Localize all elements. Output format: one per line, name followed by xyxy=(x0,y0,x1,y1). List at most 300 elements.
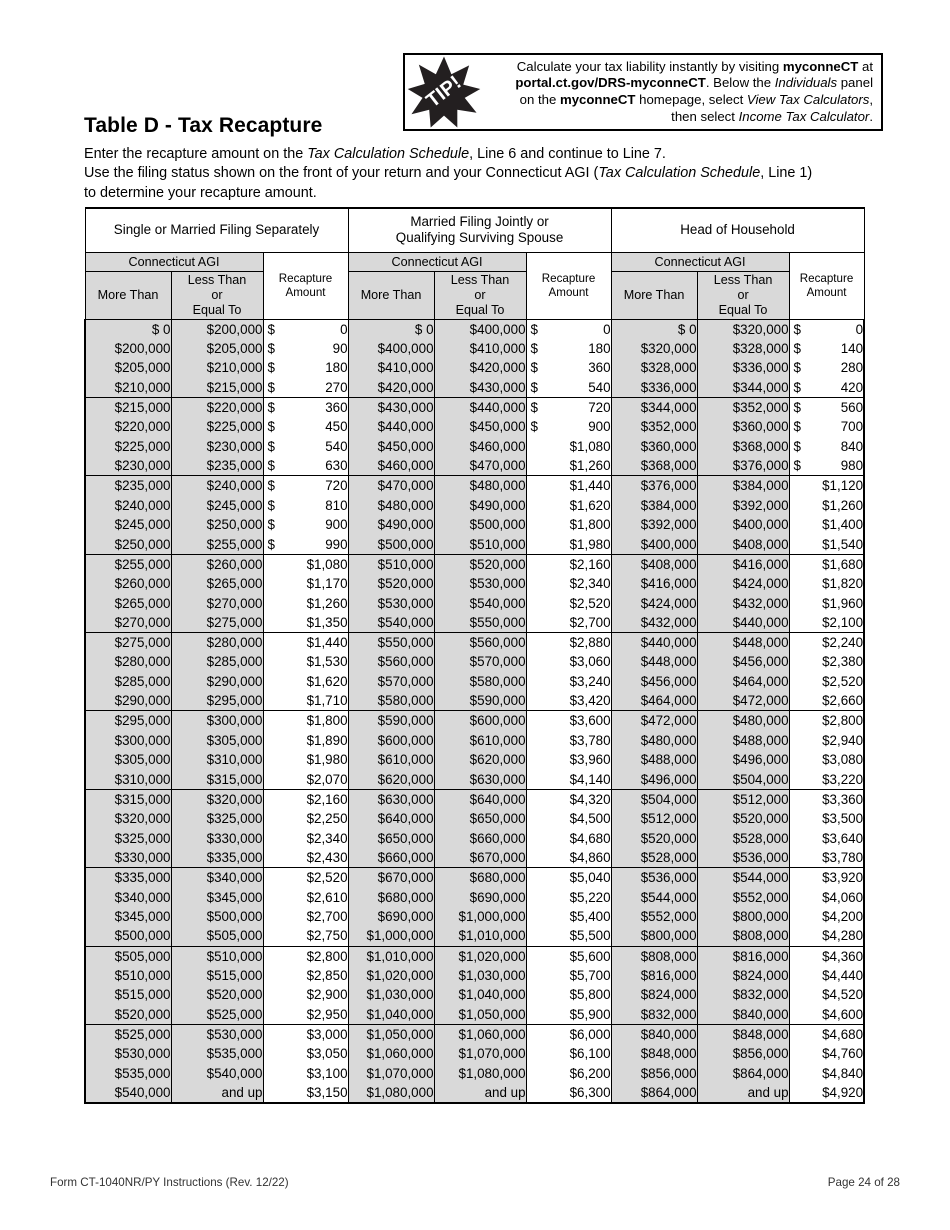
cell-mfj-less-than-equal: $610,000 xyxy=(434,730,526,750)
cell-hoh-more-than: $480,000 xyxy=(611,730,697,750)
cell-mfj-recapture: $1,800 xyxy=(526,515,611,535)
cell-hoh-more-than: $336,000 xyxy=(611,378,697,398)
cell-hoh-less-than-equal: $472,000 xyxy=(697,691,789,711)
cell-single-more-than: $515,000 xyxy=(85,985,171,1005)
tip-line3-c: homepage, select xyxy=(635,92,747,107)
cell-hoh-less-than-equal: $864,000 xyxy=(697,1064,789,1084)
cell-single-more-than: $235,000 xyxy=(85,476,171,496)
cell-mfj-less-than-equal: $660,000 xyxy=(434,828,526,848)
cell-mfj-less-than-equal: $600,000 xyxy=(434,711,526,731)
cell-mfj-less-than-equal: $540,000 xyxy=(434,593,526,613)
footer-page-number: Page 24 of 28 xyxy=(827,1176,900,1189)
cell-single-less-than-equal: $255,000 xyxy=(171,535,263,555)
cell-hoh-more-than: $840,000 xyxy=(611,1024,697,1044)
cell-hoh-recapture: $ 280 xyxy=(789,358,864,378)
tip-callout-box xyxy=(403,53,883,131)
cell-mfj-more-than: $1,070,000 xyxy=(348,1064,434,1084)
cell-hoh-less-than-equal: $816,000 xyxy=(697,946,789,966)
cell-single-less-than-equal: $225,000 xyxy=(171,417,263,437)
cell-mfj-less-than-equal: $690,000 xyxy=(434,887,526,907)
cell-single-recapture: $ 990 xyxy=(263,535,348,555)
cell-hoh-less-than-equal: $808,000 xyxy=(697,926,789,946)
cell-hoh-less-than-equal: $528,000 xyxy=(697,828,789,848)
cell-mfj-more-than: $610,000 xyxy=(348,750,434,770)
recapture-header-hoh xyxy=(789,252,864,319)
cell-hoh-less-than-equal: $440,000 xyxy=(697,613,789,633)
recapture-hoh-line2: Amount xyxy=(806,285,847,299)
recapture-header-mfj xyxy=(526,252,611,319)
cell-single-more-than: $265,000 xyxy=(85,593,171,613)
lte-mfj-l3: Equal To xyxy=(455,302,505,317)
cell-mfj-less-than-equal: $590,000 xyxy=(434,691,526,711)
cell-mfj-recapture: $ 900 xyxy=(526,417,611,437)
cell-mfj-less-than-equal: $510,000 xyxy=(434,535,526,555)
cell-mfj-more-than: $620,000 xyxy=(348,770,434,790)
cell-hoh-recapture: $2,520 xyxy=(789,672,864,692)
cell-mfj-recapture: $ 360 xyxy=(526,358,611,378)
cell-mfj-recapture: $3,420 xyxy=(526,691,611,711)
cell-single-recapture: $ 630 xyxy=(263,456,348,476)
cell-single-less-than-equal: $305,000 xyxy=(171,730,263,750)
cell-hoh-recapture: $ 420 xyxy=(789,378,864,398)
cell-single-less-than-equal: $290,000 xyxy=(171,672,263,692)
cell-hoh-more-than: $824,000 xyxy=(611,985,697,1005)
cell-mfj-less-than-equal: $620,000 xyxy=(434,750,526,770)
cell-mfj-recapture: $3,240 xyxy=(526,672,611,692)
range-subheader-row xyxy=(85,271,864,319)
cell-mfj-less-than-equal: $470,000 xyxy=(434,456,526,476)
cell-mfj-more-than: $1,040,000 xyxy=(348,1005,434,1025)
cell-hoh-more-than: $456,000 xyxy=(611,672,697,692)
cell-hoh-less-than-equal: $488,000 xyxy=(697,730,789,750)
table-row xyxy=(85,319,864,339)
cell-mfj-less-than-equal: $460,000 xyxy=(434,437,526,457)
cell-mfj-recapture: $3,780 xyxy=(526,730,611,750)
cell-hoh-recapture: $ 980 xyxy=(789,456,864,476)
cell-mfj-recapture: $6,300 xyxy=(526,1083,611,1103)
cell-single-more-than: $250,000 xyxy=(85,535,171,555)
table-row xyxy=(85,672,864,692)
cell-mfj-more-than: $450,000 xyxy=(348,437,434,457)
cell-mfj-more-than: $440,000 xyxy=(348,417,434,437)
tip-line1-c: at xyxy=(858,58,873,74)
cell-hoh-more-than: $544,000 xyxy=(611,887,697,907)
cell-hoh-less-than-equal: $464,000 xyxy=(697,672,789,692)
cell-single-recapture: $ 810 xyxy=(263,495,348,515)
cell-single-more-than: $260,000 xyxy=(85,574,171,594)
cell-mfj-more-than: $1,060,000 xyxy=(348,1044,434,1064)
cell-hoh-more-than: $344,000 xyxy=(611,397,697,417)
cell-mfj-less-than-equal: $550,000 xyxy=(434,613,526,633)
cell-single-more-than: $310,000 xyxy=(85,770,171,790)
cell-mfj-more-than: $1,020,000 xyxy=(348,966,434,986)
cell-mfj-more-than: $660,000 xyxy=(348,848,434,868)
recapture-hoh-line1: Recapture xyxy=(799,271,854,285)
less-than-hoh xyxy=(697,271,789,319)
cell-single-more-than: $505,000 xyxy=(85,946,171,966)
intro-text xyxy=(84,145,874,203)
recapture-single-line2: Amount xyxy=(285,285,326,299)
cell-single-more-than: $500,000 xyxy=(85,926,171,946)
cell-single-recapture: $1,800 xyxy=(263,711,348,731)
cell-mfj-recapture: $2,700 xyxy=(526,613,611,633)
cell-single-less-than-equal: $320,000 xyxy=(171,789,263,809)
cell-single-recapture: $1,440 xyxy=(263,633,348,653)
lte-single-l3: Equal To xyxy=(192,302,242,317)
tip-line2-url: portal.ct.gov/DRS-myconneCT xyxy=(515,75,706,91)
cell-hoh-less-than-equal: $320,000 xyxy=(697,319,789,339)
cell-mfj-more-than: $600,000 xyxy=(348,730,434,750)
cell-single-more-than: $330,000 xyxy=(85,848,171,868)
table-row xyxy=(85,1005,864,1025)
cell-single-recapture: $2,160 xyxy=(263,789,348,809)
cell-single-less-than-equal: $215,000 xyxy=(171,378,263,398)
cell-hoh-recapture: $3,220 xyxy=(789,770,864,790)
cell-mfj-recapture: $ 720 xyxy=(526,397,611,417)
cell-single-more-than: $240,000 xyxy=(85,495,171,515)
cell-single-more-than: $530,000 xyxy=(85,1044,171,1064)
tip-line3-e: , xyxy=(869,92,873,107)
cell-hoh-recapture: $2,660 xyxy=(789,691,864,711)
cell-single-recapture: $2,700 xyxy=(263,907,348,927)
cell-single-less-than-equal: $330,000 xyxy=(171,828,263,848)
cell-mfj-less-than-equal: $570,000 xyxy=(434,652,526,672)
cell-single-recapture: $1,080 xyxy=(263,554,348,574)
cell-hoh-less-than-equal: $512,000 xyxy=(697,789,789,809)
cell-hoh-more-than: $816,000 xyxy=(611,966,697,986)
lte-single-l1: Less Than xyxy=(187,272,247,287)
cell-mfj-recapture: $2,340 xyxy=(526,574,611,594)
cell-single-less-than-equal: $240,000 xyxy=(171,476,263,496)
cell-hoh-less-than-equal: $800,000 xyxy=(697,907,789,927)
cell-single-less-than-equal: $300,000 xyxy=(171,711,263,731)
recapture-mfj-line2: Amount xyxy=(548,285,589,299)
table-row xyxy=(85,535,864,555)
cell-hoh-more-than: $848,000 xyxy=(611,1044,697,1064)
cell-hoh-more-than: $400,000 xyxy=(611,535,697,555)
cell-single-more-than: $325,000 xyxy=(85,828,171,848)
cell-single-less-than-equal: $310,000 xyxy=(171,750,263,770)
cell-hoh-recapture: $ 560 xyxy=(789,397,864,417)
cell-hoh-less-than-equal: $432,000 xyxy=(697,593,789,613)
cell-hoh-more-than: $448,000 xyxy=(611,652,697,672)
footer-form-id: Form CT-1040NR/PY Instructions (Rev. 12/22) xyxy=(50,1176,289,1189)
cell-hoh-more-than: $384,000 xyxy=(611,495,697,515)
intro-line-3: to determine your recapture amount. xyxy=(84,184,317,201)
table-row xyxy=(85,966,864,986)
cell-hoh-more-than: $864,000 xyxy=(611,1083,697,1103)
cell-single-more-than: $305,000 xyxy=(85,750,171,770)
more-than-hoh: More Than xyxy=(611,271,697,319)
cell-hoh-less-than-equal: $360,000 xyxy=(697,417,789,437)
cell-mfj-recapture: $5,600 xyxy=(526,946,611,966)
cell-mfj-more-than: $1,080,000 xyxy=(348,1083,434,1103)
cell-hoh-recapture: $4,060 xyxy=(789,887,864,907)
cell-mfj-more-than: $690,000 xyxy=(348,907,434,927)
cell-hoh-recapture: $1,540 xyxy=(789,535,864,555)
table-row xyxy=(85,926,864,946)
table-row xyxy=(85,868,864,888)
cell-hoh-more-than: $416,000 xyxy=(611,574,697,594)
cell-hoh-more-than: $376,000 xyxy=(611,476,697,496)
cell-mfj-less-than-equal: $1,000,000 xyxy=(434,907,526,927)
cell-mfj-less-than-equal: $640,000 xyxy=(434,789,526,809)
cell-single-less-than-equal: $325,000 xyxy=(171,809,263,829)
cell-mfj-less-than-equal: $520,000 xyxy=(434,554,526,574)
cell-single-less-than-equal: $540,000 xyxy=(171,1064,263,1084)
cell-mfj-more-than: $510,000 xyxy=(348,554,434,574)
lte-mfj-l1: Less Than xyxy=(450,272,510,287)
cell-hoh-recapture: $ 0 xyxy=(789,319,864,339)
less-than-mfj xyxy=(434,271,526,319)
cell-mfj-more-than: $1,010,000 xyxy=(348,946,434,966)
table-row xyxy=(85,809,864,829)
tax-recapture-table-wrap xyxy=(84,207,863,1104)
cell-hoh-recapture: $3,360 xyxy=(789,789,864,809)
cell-mfj-less-than-equal: $560,000 xyxy=(434,633,526,653)
cell-hoh-recapture: $1,820 xyxy=(789,574,864,594)
table-row xyxy=(85,848,864,868)
cell-mfj-recapture: $ 540 xyxy=(526,378,611,398)
cell-mfj-less-than-equal: $580,000 xyxy=(434,672,526,692)
intro-2a: Use the filing status shown on the front of your return and your Connecticut AGI ( xyxy=(84,165,599,182)
table-row xyxy=(85,1064,864,1084)
cell-mfj-less-than-equal: $1,080,000 xyxy=(434,1064,526,1084)
cell-single-recapture: $ 540 xyxy=(263,437,348,457)
cell-hoh-less-than-equal: $848,000 xyxy=(697,1024,789,1044)
cell-mfj-recapture: $5,800 xyxy=(526,985,611,1005)
cell-mfj-more-than: $640,000 xyxy=(348,809,434,829)
cell-single-more-than: $270,000 xyxy=(85,613,171,633)
cell-mfj-more-than: $570,000 xyxy=(348,672,434,692)
intro-line-1 xyxy=(84,145,874,164)
cell-hoh-recapture: $3,780 xyxy=(789,848,864,868)
cell-hoh-less-than-equal: $824,000 xyxy=(697,966,789,986)
cell-mfj-less-than-equal: $1,020,000 xyxy=(434,946,526,966)
cell-single-less-than-equal: $245,000 xyxy=(171,495,263,515)
cell-hoh-more-than: $536,000 xyxy=(611,868,697,888)
cell-hoh-recapture: $ 140 xyxy=(789,339,864,359)
cell-mfj-recapture: $6,200 xyxy=(526,1064,611,1084)
cell-mfj-less-than-equal: $450,000 xyxy=(434,417,526,437)
table-row xyxy=(85,339,864,359)
cell-hoh-more-than: $368,000 xyxy=(611,456,697,476)
table-row xyxy=(85,1024,864,1044)
table-row xyxy=(85,593,864,613)
cell-hoh-less-than-equal: $376,000 xyxy=(697,456,789,476)
cell-hoh-recapture: $3,500 xyxy=(789,809,864,829)
cell-mfj-more-than: $470,000 xyxy=(348,476,434,496)
cell-single-less-than-equal: $505,000 xyxy=(171,926,263,946)
cell-mfj-recapture: $4,320 xyxy=(526,789,611,809)
cell-single-recapture: $1,170 xyxy=(263,574,348,594)
table-row xyxy=(85,789,864,809)
cell-single-more-than: $205,000 xyxy=(85,358,171,378)
cell-mfj-more-than: $410,000 xyxy=(348,358,434,378)
cell-hoh-less-than-equal: $400,000 xyxy=(697,515,789,535)
cell-single-less-than-equal: $340,000 xyxy=(171,868,263,888)
cell-mfj-recapture: $5,220 xyxy=(526,887,611,907)
cell-hoh-less-than-equal: $456,000 xyxy=(697,652,789,672)
recapture-header-single xyxy=(263,252,348,319)
tip-line2-d: panel xyxy=(837,75,873,91)
table-row xyxy=(85,378,864,398)
tip-line4-calculator: Income Tax Calculator xyxy=(738,108,870,124)
table-row xyxy=(85,691,864,711)
cell-mfj-less-than-equal: $1,060,000 xyxy=(434,1024,526,1044)
cell-single-recapture: $3,100 xyxy=(263,1064,348,1084)
cell-single-less-than-equal: $230,000 xyxy=(171,437,263,457)
cell-mfj-recapture: $4,500 xyxy=(526,809,611,829)
table-row xyxy=(85,456,864,476)
cell-hoh-recapture: $4,680 xyxy=(789,1024,864,1044)
cell-hoh-more-than: $432,000 xyxy=(611,613,697,633)
table-row xyxy=(85,495,864,515)
intro-1b-schedule: Tax Calculation Schedule xyxy=(307,146,470,162)
tip-line4-a: then select xyxy=(671,108,739,124)
cell-single-less-than-equal: $515,000 xyxy=(171,966,263,986)
cell-hoh-recapture: $1,960 xyxy=(789,593,864,613)
cell-single-more-than: $230,000 xyxy=(85,456,171,476)
cell-mfj-more-than: $530,000 xyxy=(348,593,434,613)
lte-single-l2: or xyxy=(211,287,223,302)
cell-single-recapture: $1,710 xyxy=(263,691,348,711)
cell-single-recapture: $2,610 xyxy=(263,887,348,907)
header-mfj-qss xyxy=(348,208,611,252)
cell-hoh-recapture: $2,240 xyxy=(789,633,864,653)
cell-mfj-recapture: $2,880 xyxy=(526,633,611,653)
cell-hoh-more-than: $552,000 xyxy=(611,907,697,927)
cell-mfj-recapture: $ 180 xyxy=(526,339,611,359)
cell-mfj-more-than: $1,030,000 xyxy=(348,985,434,1005)
cell-mfj-less-than-equal: $490,000 xyxy=(434,495,526,515)
table-row xyxy=(85,633,864,653)
table-row xyxy=(85,417,864,437)
cell-single-less-than-equal: $235,000 xyxy=(171,456,263,476)
cell-single-more-than: $295,000 xyxy=(85,711,171,731)
cell-single-recapture: $2,750 xyxy=(263,926,348,946)
cell-mfj-recapture: $5,700 xyxy=(526,966,611,986)
table-row xyxy=(85,907,864,927)
cell-mfj-more-than: $590,000 xyxy=(348,711,434,731)
agi-label-hoh: Connecticut AGI xyxy=(611,252,789,271)
cell-hoh-recapture: $2,100 xyxy=(789,613,864,633)
cell-hoh-less-than-equal: $832,000 xyxy=(697,985,789,1005)
table-row xyxy=(85,613,864,633)
more-than-single: More Than xyxy=(85,271,171,319)
cell-hoh-recapture: $1,120 xyxy=(789,476,864,496)
cell-single-less-than-equal: $280,000 xyxy=(171,633,263,653)
cell-hoh-recapture: $3,640 xyxy=(789,828,864,848)
cell-single-recapture: $ 270 xyxy=(263,378,348,398)
cell-mfj-more-than: $500,000 xyxy=(348,535,434,555)
cell-single-less-than-equal: $260,000 xyxy=(171,554,263,574)
table-body xyxy=(85,319,864,1103)
cell-hoh-more-than: $504,000 xyxy=(611,789,697,809)
less-than-single xyxy=(171,271,263,319)
cell-mfj-less-than-equal: $1,070,000 xyxy=(434,1044,526,1064)
cell-single-more-than: $220,000 xyxy=(85,417,171,437)
header-mfj-line2: Qualifying Surviving Spouse xyxy=(395,230,564,246)
cell-hoh-less-than-equal: $424,000 xyxy=(697,574,789,594)
cell-hoh-recapture: $2,800 xyxy=(789,711,864,731)
cell-hoh-more-than: $832,000 xyxy=(611,1005,697,1025)
cell-single-more-than: $245,000 xyxy=(85,515,171,535)
table-row xyxy=(85,985,864,1005)
cell-mfj-less-than-equal: $680,000 xyxy=(434,868,526,888)
cell-hoh-recapture: $4,360 xyxy=(789,946,864,966)
cell-single-more-than: $275,000 xyxy=(85,633,171,653)
tip-text xyxy=(481,59,881,125)
cell-hoh-more-than: $320,000 xyxy=(611,339,697,359)
cell-hoh-more-than: $360,000 xyxy=(611,437,697,457)
intro-2c: , Line 1) xyxy=(760,165,813,182)
cell-single-recapture: $3,150 xyxy=(263,1083,348,1103)
cell-mfj-more-than: $420,000 xyxy=(348,378,434,398)
table-row xyxy=(85,358,864,378)
table-row xyxy=(85,750,864,770)
cell-hoh-recapture: $ 700 xyxy=(789,417,864,437)
cell-single-more-than: $210,000 xyxy=(85,378,171,398)
cell-single-less-than-equal: $250,000 xyxy=(171,515,263,535)
tip-line3-brand: myconneCT xyxy=(559,92,636,107)
cell-mfj-more-than: $400,000 xyxy=(348,339,434,359)
cell-hoh-recapture: $1,680 xyxy=(789,554,864,574)
cell-hoh-less-than-equal: $520,000 xyxy=(697,809,789,829)
lte-hoh-l3: Equal To xyxy=(718,302,768,317)
cell-mfj-less-than-equal: $670,000 xyxy=(434,848,526,868)
header-mfj-line1: Married Filing Jointly or xyxy=(410,214,549,230)
cell-mfj-less-than-equal: and up xyxy=(434,1083,526,1103)
cell-single-more-than: $315,000 xyxy=(85,789,171,809)
cell-single-recapture: $1,260 xyxy=(263,593,348,613)
tax-recapture-table xyxy=(84,207,865,1104)
cell-hoh-less-than-equal: $384,000 xyxy=(697,476,789,496)
cell-hoh-recapture: $2,940 xyxy=(789,730,864,750)
table-row xyxy=(85,554,864,574)
cell-mfj-more-than: $550,000 xyxy=(348,633,434,653)
cell-mfj-recapture: $2,160 xyxy=(526,554,611,574)
cell-hoh-less-than-equal: $840,000 xyxy=(697,1005,789,1025)
table-row xyxy=(85,476,864,496)
cell-mfj-more-than: $490,000 xyxy=(348,515,434,535)
cell-hoh-more-than: $512,000 xyxy=(611,809,697,829)
cell-single-recapture: $1,350 xyxy=(263,613,348,633)
cell-single-more-than: $520,000 xyxy=(85,1005,171,1025)
cell-mfj-more-than: $430,000 xyxy=(348,397,434,417)
tip-line3-calculators: View Tax Calculators xyxy=(746,92,870,107)
tip-star-badge-icon xyxy=(407,55,481,129)
cell-single-less-than-equal: $220,000 xyxy=(171,397,263,417)
cell-mfj-less-than-equal: $420,000 xyxy=(434,358,526,378)
cell-mfj-more-than: $630,000 xyxy=(348,789,434,809)
lte-mfj-l2: or xyxy=(474,287,486,302)
cell-hoh-less-than-equal: and up xyxy=(697,1083,789,1103)
cell-mfj-recapture: $1,080 xyxy=(526,437,611,457)
cell-mfj-more-than: $560,000 xyxy=(348,652,434,672)
cell-mfj-recapture: $4,680 xyxy=(526,828,611,848)
cell-mfj-less-than-equal: $400,000 xyxy=(434,319,526,339)
cell-mfj-recapture: $5,040 xyxy=(526,868,611,888)
cell-single-recapture: $1,620 xyxy=(263,672,348,692)
cell-hoh-more-than: $328,000 xyxy=(611,358,697,378)
cell-hoh-more-than: $520,000 xyxy=(611,828,697,848)
cell-hoh-less-than-equal: $504,000 xyxy=(697,770,789,790)
table-row xyxy=(85,397,864,417)
cell-mfj-more-than: $ 0 xyxy=(348,319,434,339)
cell-single-less-than-equal: $295,000 xyxy=(171,691,263,711)
cell-mfj-recapture: $4,140 xyxy=(526,770,611,790)
